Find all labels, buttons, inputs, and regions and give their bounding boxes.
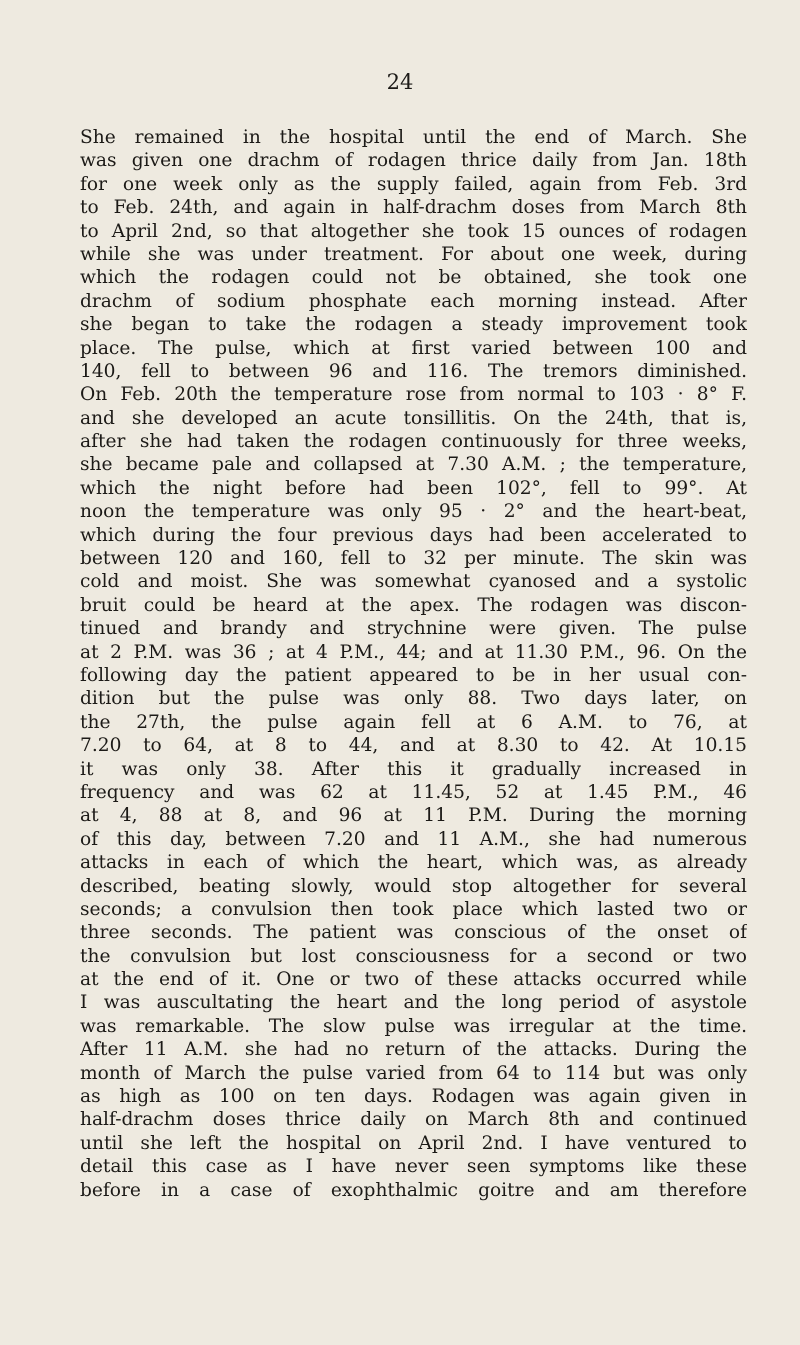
text-line: it was only 38. After this it gradually increased in [80,758,747,780]
text-line: bruit could be heard at the apex. The rodagen was discon- [80,594,747,616]
text-line: while she was under treatment. For about one week, during [80,243,747,265]
text-line: detail this case as I have never seen symptoms like these [80,1156,747,1178]
text-line: described, beating slowly, would stop altogether for several [80,875,747,897]
text-line: to April 2nd, so that altogether she took 15 ounces of rodagen [80,220,747,242]
text-line: On Feb. 20th the temperature rose from normal to 103 · 8° F. [80,384,747,406]
text-line: three seconds. The patient was conscious of the onset of [80,922,747,944]
body-paragraph [80,126,747,1202]
text-line: cold and moist. She was somewhat cyanosed and a systolic [80,571,747,593]
text-line: the convulsion but lost consciousness for a second or two [80,945,747,967]
text-line: was remarkable. The slow pulse was irregular at the time. [80,1015,747,1037]
text-line: 140, fell to between 96 and 116. The tremors diminished. [80,360,747,382]
text-line: which the rodagen could not be obtained, she took one [80,267,747,289]
text-line: after she had taken the rodagen continuously for three weeks, [80,431,747,453]
text-line: which during the four previous days had been accelerated to [80,524,747,546]
text-line: was given one drachm of rodagen thrice daily from Jan. 18th [80,150,747,172]
text-line: to Feb. 24th, and again in half-drachm doses from March 8th [80,197,747,219]
text-line: at 4, 88 at 8, and 96 at 11 P.M. During the morning [80,805,747,827]
text-line: of this day, between 7.20 and 11 A.M., she had numerous [80,828,747,850]
text-line: drachm of sodium phosphate each morning instead. After [80,290,747,312]
text-line: tinued and brandy and strychnine were given. The pulse [80,618,747,640]
text-line: she became pale and collapsed at 7.30 A.M. ; the temperature, [80,454,747,476]
text-line: for one week only as the supply failed, again from Feb. 3rd [80,173,747,195]
text-line: until she left the hospital on April 2nd. I have ventured to [80,1132,747,1154]
text-line: 7.20 to 64, at 8 to 44, and at 8.30 to 42. At 10.15 [80,735,747,757]
text-line: at the end of it. One or two of these attacks occurred while [80,969,747,991]
text-line: frequency and was 62 at 11.45, 52 at 1.45 P.M., 46 [80,781,747,803]
text-line: as high as 100 on ten days. Rodagen was again given in [80,1086,747,1108]
text-line: noon the temperature was only 95 · 2° and the heart-beat, [80,501,747,523]
text-line: half-drachm doses thrice daily on March 8th and continued [80,1109,747,1131]
text-line: She remained in the hospital until the end of March. She [80,127,747,148]
text-line: at 2 P.M. was 36 ; at 4 P.M., 44; and at 11.30 P.M., 96. On the [80,641,747,663]
page-number: 24 [386,70,414,94]
text-line: dition but the pulse was only 88. Two days later, on [80,688,747,710]
text-line: the 27th, the pulse again fell at 6 A.M. to 76, at [80,711,747,733]
text-line: and she developed an acute tonsillitis. On the 24th, that is, [80,407,747,429]
text-line: before in a case of exophthalmic goitre and am therefore [80,1179,747,1201]
text-line: I was auscultating the heart and the long period of asystole [80,992,747,1014]
text-line: month of March the pulse varied from 64 to 114 but was only [80,1062,747,1084]
text-line: following day the patient appeared to be in her usual con- [80,664,747,686]
text-line: After 11 A.M. she had no return of the attacks. During the [80,1039,747,1061]
text-line: which the night before had been 102°, fell to 99°. At [80,477,747,499]
text-line: she began to take the rodagen a steady improvement took [80,314,747,336]
text-line: seconds; a convulsion then took place which lasted two or [80,898,747,920]
text-line: attacks in each of which the heart, which was, as already [80,852,747,874]
text-line: place. The pulse, which at first varied between 100 and [80,337,747,359]
text-line: between 120 and 160, fell to 32 per minute. The skin was [80,548,747,570]
